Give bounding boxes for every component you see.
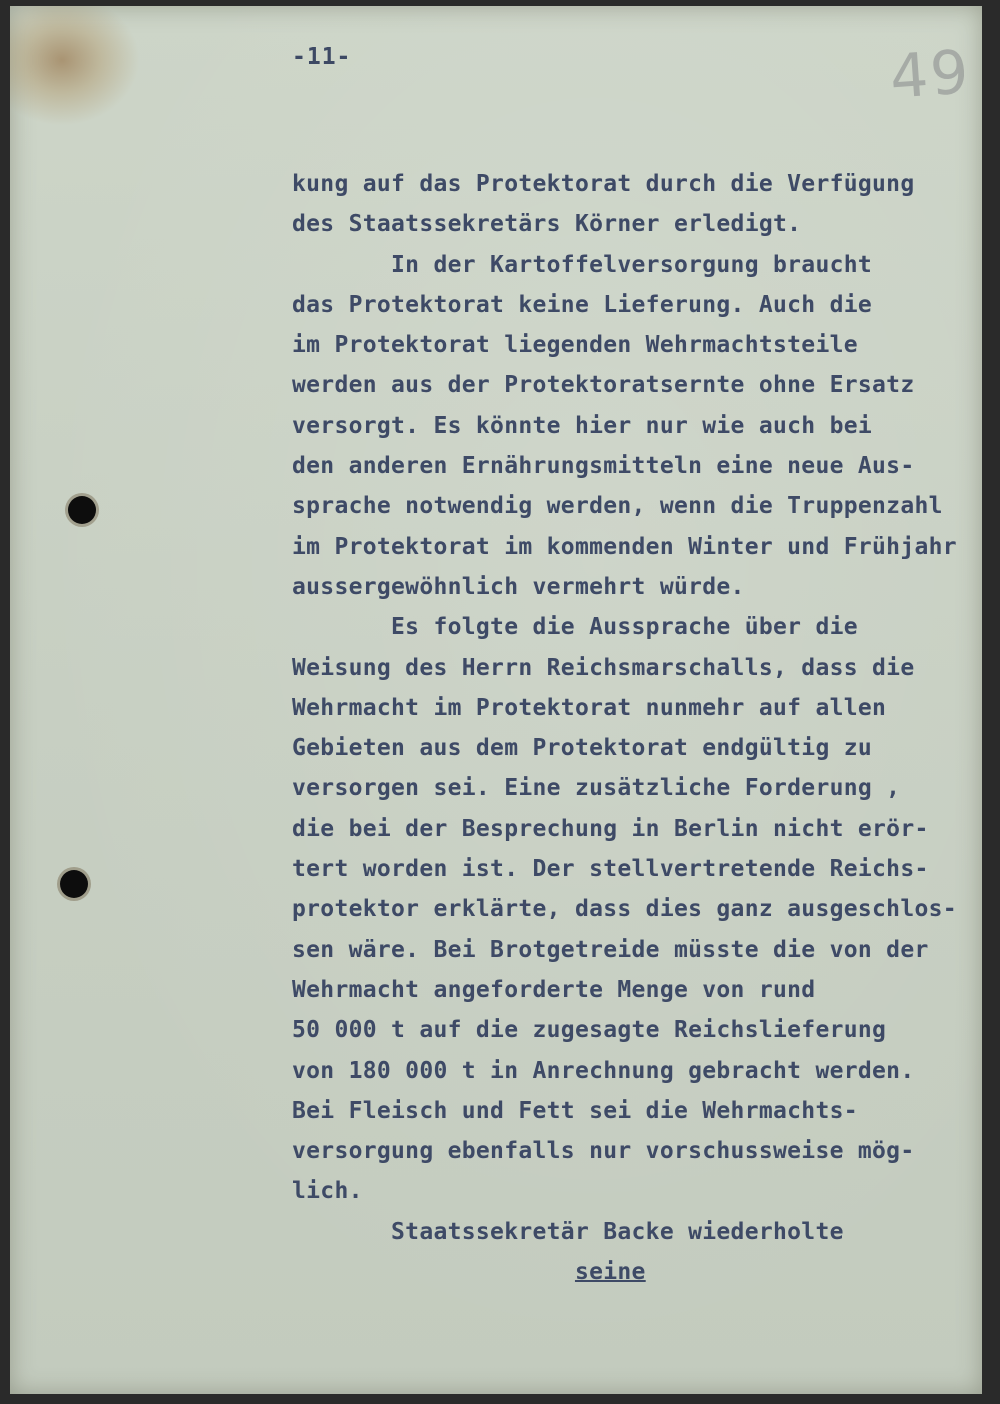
document-body (292, 164, 957, 1292)
punch-hole-upper (68, 496, 96, 524)
page-number: -11- (292, 44, 352, 70)
text-line: tert worden ist. Der stellvertretende Reichs- (292, 856, 929, 883)
text-line: Staatssekretär Backe wiederholte (292, 1218, 844, 1245)
text-line: 50 000 t auf die zugesagte Reichslieferung (292, 1017, 887, 1044)
text-line: versorgung ebenfalls nur vorschussweise mög- (292, 1138, 915, 1165)
text-line: Wehrmacht angeforderte Menge von rund (292, 976, 816, 1003)
text-line: des Staatssekretärs Körner erledigt. (292, 211, 802, 238)
text-line: Bei Fleisch und Fett sei die Wehrmachts- (292, 1097, 858, 1124)
text-line: sen wäre. Bei Brotgetreide müsste die von der (292, 936, 929, 963)
text-line: aussergewöhnlich vermehrt würde. (292, 573, 745, 600)
punch-hole-lower (60, 870, 88, 898)
text-line: versorgt. Es könnte hier nur wie auch bei (292, 412, 873, 439)
burn-stain (10, 6, 140, 126)
text-line: sprache notwendig werden, wenn die Truppenzahl (292, 493, 943, 520)
text-line: kung auf das Protektorat durch die Verfügung (292, 171, 915, 197)
catchword-indent (292, 1259, 575, 1285)
text-line: den anderen Ernährungsmitteln eine neue Aus- (292, 453, 915, 480)
text-line: Wehrmacht im Protektorat nunmehr auf allen (292, 694, 887, 721)
text-line: Gebieten aus dem Protektorat endgültig zu (292, 735, 873, 762)
text-line: im Protektorat liegenden Wehrmachtsteile (292, 332, 858, 359)
text-line: von 180 000 t in Anrechnung gebracht werden. (292, 1057, 915, 1084)
text-line: protektor erklärte, dass dies ganz ausgeschlos- (292, 896, 957, 923)
text-line: In der Kartoffelversorgung braucht (292, 251, 873, 278)
text-line: werden aus der Protektoratsernte ohne Ersatz (292, 372, 915, 399)
text-line: im Protektorat im kommenden Winter und Frühjahr (292, 533, 957, 560)
text-line: Es folgte die Aussprache über die (292, 614, 858, 641)
text-line: Weisung des Herrn Reichsmarschalls, dass die (292, 654, 915, 681)
text-line: versorgen sei. Eine zusätzliche Forderung , (292, 775, 901, 802)
catchword-line (292, 1252, 957, 1292)
text-line: das Protektorat keine Lieferung. Auch die (292, 291, 873, 318)
handwritten-folio-number: 49 (887, 37, 973, 113)
text-line: die bei der Besprechung in Berlin nicht erör- (292, 815, 929, 842)
catchword: seine (574, 1259, 646, 1286)
text-line: lich. (292, 1178, 363, 1205)
